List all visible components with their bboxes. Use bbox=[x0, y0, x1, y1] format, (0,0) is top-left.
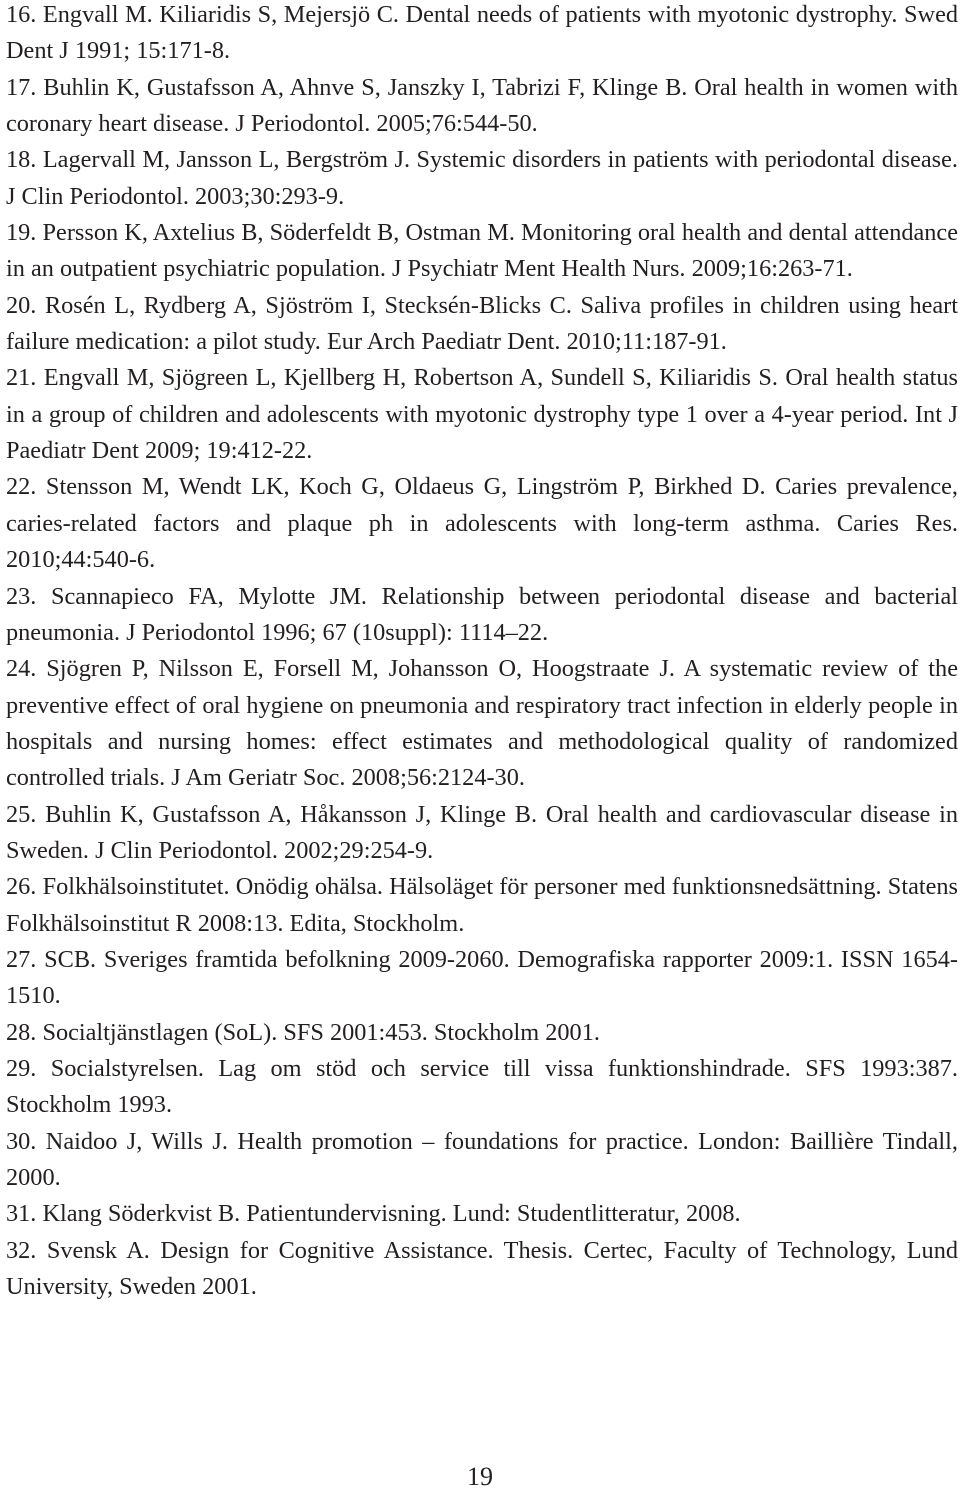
reference-31: 31. Klang Söderkvist B. Patientundervisning. Lund: Studentlitteratur, 2008. bbox=[6, 1200, 741, 1228]
reference-22: 22. Stensson M, Wendt LK, Koch G, Oldaeus G, Lingström P, Birkhed D. Caries prevalence, caries-related factors and plaque ph in adolescents with long-term asthma. Caries Res. 2010;44:540-6. bbox=[6, 473, 958, 574]
page-number: 19 bbox=[467, 1462, 493, 1491]
reference-19: 19. Persson K, Axtelius B, Söderfeldt B, Ostman M. Monitoring oral health and dental attendance in an outpatient psychiatric population. J Psychiatr Ment Health Nurs. 2009;16:263-71. bbox=[6, 219, 958, 283]
reference-26: 26. Folkhälsoinstitutet. Onödig ohälsa. Hälsoläget för personer med funktionsnedsättning. Statens Folkhälsoinstitut R 2008:13. Edita, Stockholm. bbox=[6, 873, 958, 937]
reference-25: 25. Buhlin K, Gustafsson A, Håkansson J, Klinge B. Oral health and cardiovascular disease in Sweden. J Clin Periodontol. 2002;29:254-9. bbox=[6, 800, 958, 864]
reference-23: 23. Scannapieco FA, Mylotte JM. Relationship between periodontal disease and bacterial pneumonia. J Periodontol 1996; 67 (10suppl): 1114–22. bbox=[6, 582, 958, 646]
reference-30: 30. Naidoo J, Wills J. Health promotion – foundations for practice. London: Baillière Tindall, 2000. bbox=[6, 1127, 958, 1191]
reference-32: 32. Svensk A. Design for Cognitive Assistance. Thesis. Certec, Faculty of Technology, Lund University, Sweden 2001. bbox=[6, 1236, 958, 1301]
reference-17: 17. Buhlin K, Gustafsson A, Ahnve S, Janszky I, Tabrizi F, Klinge B. Oral health in women with coronary heart disease. J Periodontol. 2005;76:544-50. bbox=[6, 73, 958, 138]
reference-28: 28. Socialtjänstlagen (SoL). SFS 2001:453. Stockholm 2001. bbox=[6, 1018, 600, 1046]
reference-29: 29. Socialstyrelsen. Lag om stöd och service till vissa funktionshindrade. SFS 1993:387. Stockholm 1993. bbox=[6, 1054, 958, 1119]
reference-27: 27. SCB. Sveriges framtida befolkning 2009-2060. Demografiska rapporter 2009:1. ISSN 1654-1510. bbox=[6, 945, 958, 1010]
reference-21: 21. Engvall M, Sjögreen L, Kjellberg H, Robertson A, Sundell S, Kiliaridis S. Oral health status in a group of children and adolescents with myotonic dystrophy type 1 over a 4-year period. Int J Paediatr Dent 2009; 19:412-22. bbox=[6, 364, 958, 465]
reference-16: 16. Engvall M. Kiliaridis S, Mejersjö C. Dental needs of patients with myotonic dystrophy. Swed Dent J 1991; 15:171-8. bbox=[6, 1, 958, 65]
reference-24: 24. Sjögren P, Nilsson E, Forsell M, Johansson O, Hoogstraate J. A systematic review of the preventive effect of oral hygiene on pneumonia and respiratory tract infection in elderly people in hospitals and nursing homes: effect estimates and methodological quality of randomized controlled trials. J Am Geriatr Soc. 2008;56:2124-30. bbox=[6, 655, 958, 792]
reference-list bbox=[6, 0, 958, 1305]
reference-20: 20. Rosén L, Rydberg A, Sjöström I, Stecksén-Blicks C. Saliva profiles in children using heart failure medication: a pilot study. Eur Arch Paediatr Dent. 2010;11:187-91. bbox=[6, 291, 958, 356]
reference-18: 18. Lagervall M, Jansson L, Bergström J. Systemic disorders in patients with periodontal disease. J Clin Periodontol. 2003;30:293-9. bbox=[6, 146, 958, 210]
